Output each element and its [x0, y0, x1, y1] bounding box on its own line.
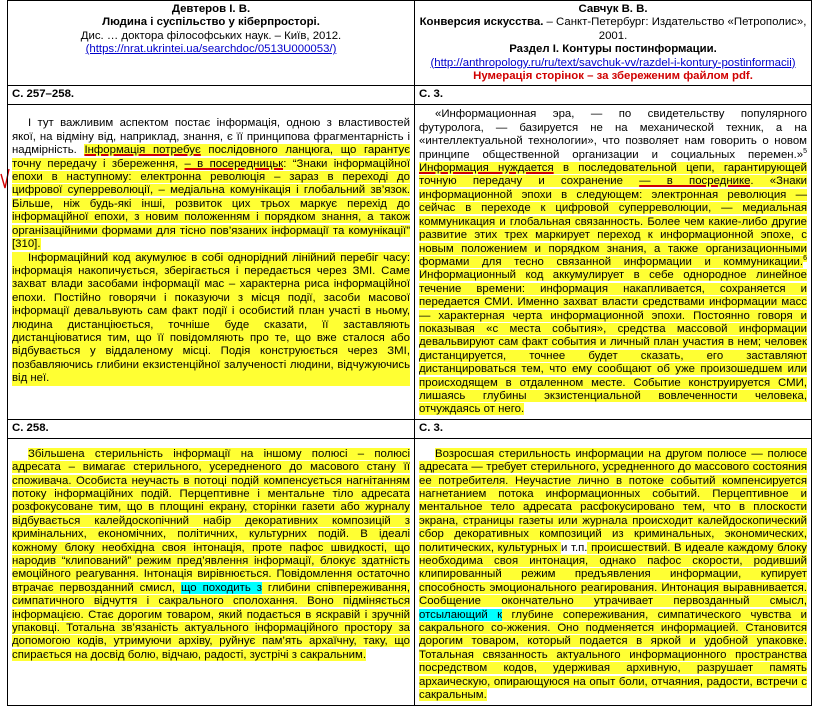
page-row-1 [8, 86, 812, 105]
text-row-1 [8, 105, 812, 419]
right-page-ref-1: С. 3. [415, 86, 812, 105]
left-page-ref-1: С. 257–258. [8, 86, 415, 105]
right-text-cell-2 [415, 438, 812, 705]
highlight-underline: Інформація потребує [84, 144, 201, 157]
left-subtitle: Дис. … доктора філософських наук. – Київ, 2012. [80, 29, 342, 42]
comparison-table [7, 0, 812, 706]
cyan-highlight: що походить з [181, 581, 262, 594]
right-author: Савчук В. В. [578, 3, 648, 15]
text-row-2 [8, 438, 812, 705]
left-title: Людина і суспільство у кіберпросторі. [102, 16, 320, 29]
right-title: Конверсия искусства. [419, 16, 544, 29]
right-source-header [415, 1, 812, 86]
right-page-ref-2: С. 3. [415, 419, 812, 438]
left-text-cell-2 [8, 438, 415, 705]
right-paragraph-1: «Информационная эра, — по свидетельству популярного футуролога, — базируется не на механической техник, а на «интеллектуальной технологии», что позволяет нам говорить о новом принципе общественной организации и социальных перемен.»$^5$ Информация нуждается в последовательной цепи, гарантирующей точную передачу и сохранение — в посреднике. «Знаки информационной эпохи в следующем: электронная революция — сейчас в переходе к цифровой суперреволюции, — медиальная коммуникация и глобальная связанность. Более чем какие-либо другие развитие этих трех маркирует переход к информационной эпохе, с новым положением и порядком знания, а также организационными формами для тесно связанной информации и коммуникации.$^6$ Информационный код аккумулирует в себе однородное линейное течение времени: информация накапливается, сохраняется и передается СМИ. Именно захват власти средствами информации масс — характерная черта информационной эпохи. Постоянно говоря и показывая «с места события», средства массовой информации девальвируют сам факт события и личный план участия в нем; человек дистанцируется, точнее будет сказать, его заставляют дистанцироваться тем, что ему сообщают об уже произошедшем или происходящем в отдаленном месте. Событие конструируется СМИ, лишаясь глубины экзистенциальной вовлеченности человека, отчуждаясь от него. [419, 108, 807, 416]
highlight-underline: Информация нуждается [419, 162, 554, 175]
page-row-2 [8, 419, 812, 438]
highlight-underline: – в посередницьк [184, 157, 284, 170]
right-text-cell-1 [415, 105, 812, 419]
left-author: Девтеров І. В. [171, 3, 251, 15]
right-title-rest: – Санкт-Петербург: Издательство «Петрополис», 2001. [543, 16, 807, 42]
left-page-ref-2: С. 258. [8, 419, 415, 438]
header-row [8, 1, 812, 86]
left-paragraph-1: І тут важливим аспектом постає інформація, одною з властивостей якої, на відміну від, наприклад, знання, є її принципова фрагментарність і надмірність. Інформація потребує послідовного ланцюга, що гарантує точну передачу і збереження, – в посередницьк: “Знаки інформаційної епохи в наступному: електронна революція – зараз в переході до цифрової суперреволюції, – медіальна комунікація і глобальний зв’язок. Більше, ніж будь-які інші, розвиток цих трьох маркує перехід до інформаційної епохи, з новим положенням і порядком знання, а також організаційними формами для тісно пов’язаних інформації та комунікації” [310]. [12, 117, 411, 251]
left-source-header [8, 1, 415, 86]
cyan-highlight: отсылающий к [419, 608, 503, 621]
left-paragraph-3: Збільшена стерильність інформації на іншому полюсі – полюсі адресата – вимагає стерильного, усередненого до масового стану її споживача. Особиста неучасть в потоці подій компенсується нагнітанням потоку інформаційних подій. Перцептивне і ментальне тіло адресата розфокусоване тим, що в площині екрану, сторінки газети або журналу відбувається калейдоскопічний набір декоративних композицій з кримінальних, економічних, політичних, культурних подій. В ідеалі кожному блоку необхідна своя інтонація, проте пафос швидкості, що народив “клипований” режим пред’явлення інформації, блокує здатність емоційного реагування. Інтонація вирівнюється. Повідомлення остаточно втрачає первозданний смисл, що походить з глибини співпереживання, симпатичного відчуття і сакрального сполохання. Воно підміняється інформацією. Стає дорогим товаром, який подається в яскравій і зручній упаковці. Тотальна зв’язаність актуального інформаційного простору за допомогою кодів, утримуючи архіву, руйнує пам’ять архаїчну, таку, що спирається на досвід болю, відчаю, радості, зустрічі з сакральним. [12, 447, 410, 661]
page-numbering-note: Нумерація сторінок – за збереженим файлом pdf. [473, 70, 753, 83]
left-source-link[interactable]: (https://nrat.ukrintei.ua/searchdoc/0513U000053/) [85, 43, 337, 56]
highlight-underline: — в посреднике [639, 175, 751, 188]
left-paragraph-2: Інформаційний код акумулює в собі однорідний лінійний перебіг часу: інформація накопичується, зберігається і передається через ЗМІ. Саме захват влади засобами інформації мас – характерна риса інформаційної епохи. Постійно говорячи і показуючи з місця події, засоби масової інформації девальвують сам факт події і особистий план участі в ньому, людина дистанціюється, точніше буде сказати, її заставляють дистанціюватися тим, що її повідомляють про те, що вже сталося або відбувається у віддаленому місці. Подія конструюється через ЗМІ, позбавляючись глибини екзистенційної залученості людини, відчужуючись від неї. [12, 251, 410, 385]
left-text-cell-1 [8, 105, 415, 419]
right-section: Раздел I. Контуры постинформации. [509, 43, 717, 56]
right-source-link[interactable]: (http://anthropology.ru/ru/text/savchuk-vv/razdel-i-kontury-postinformacii) [430, 56, 796, 69]
right-paragraph-2: Возросшая стерильность информации на другом полюсе — полюсе адресата — требует стерильного, усредненного до массового состояния ее потребителя. Неучастие лично в потоке событий компенсируется нагнетанием потока информационных событий. Перцептивное и ментальное тело адресата расфокусировано тем, что в плоскости экрана, страницы газеты или журнала происходит калейдоскопический сбор декоративных композиций из криминальных, экономических, политических, культурных и т.п. происшествий. В идеале каждому блоку необходима своя интонация, однако пафос скорости, родивший клипированный режим предъявления информации, купирует способность эмоционального реагирования. Интонация выравнивается. Сообщение окончательно утрачивает первозданный смысл, отсылающий к глубине сопереживания, симпатического чувства и сакрального со-жжения. Оно подменяется информацией. Становится дорогим товаром, который подается в яркой и удобной упаковке. Тотальная связанность актуального информационного пространства посредством кодов, удерживая архивную, разрушает память архаическую, опирающуюся на опыт боли, отчаяния, радости, встречи с сакральным. [419, 447, 808, 702]
